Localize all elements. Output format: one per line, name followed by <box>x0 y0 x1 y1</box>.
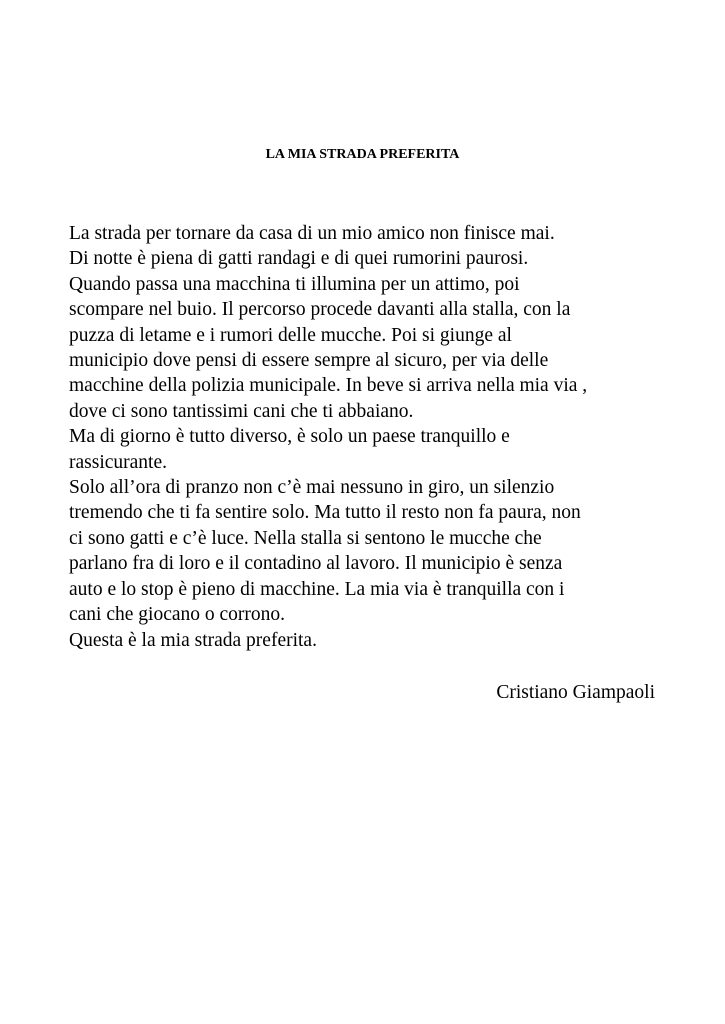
body-line: Ma di giorno è tutto diverso, è solo un paese tranquillo e <box>69 426 510 448</box>
body-line: Solo all’ora di pranzo non c’è mai nessuno in giro, un silenzio <box>69 477 555 499</box>
author-signature: Cristiano Giampaoli <box>496 682 655 703</box>
body-line: Quando passa una macchina ti illumina per un attimo, poi <box>69 273 520 295</box>
body-line: dove ci sono tantissimi cani che ti abbaiano. <box>69 400 414 422</box>
body-line: parlano fra di loro e il contadino al lavoro. Il municipio è senza <box>69 553 563 575</box>
body-line: puzza di letame e i rumori delle mucche. Poi si giunge al <box>69 324 512 346</box>
document-title: LA MIA STRADA PREFERITA <box>265 147 460 162</box>
body-line: macchine della polizia municipale. In beve si arriva nella mia via , <box>69 375 588 397</box>
body-line: Questa è la mia strada preferita. <box>69 629 317 651</box>
body-line: municipio dove pensi di essere sempre al sicuro, per via delle <box>69 350 549 372</box>
body-line: auto e lo stop è pieno di macchine. La mia via è tranquilla con i <box>69 578 565 600</box>
body-line: cani che giocano o corrono. <box>69 604 286 626</box>
body-line: ci sono gatti e c’è luce. Nella stalla si sentono le mucche che <box>69 527 542 549</box>
body-line: rassicurante. <box>69 451 167 473</box>
body-line: Di notte è piena di gatti randagi e di quei rumorini paurosi. <box>69 248 529 270</box>
document-body <box>69 221 689 653</box>
body-line: tremendo che ti fa sentire solo. Ma tutto il resto non fa paura, non <box>69 502 581 524</box>
body-line: scompare nel buio. Il percorso procede davanti alla stalla, con la <box>69 299 571 321</box>
body-line: La strada per tornare da casa di un mio amico non finisce mai. <box>69 223 555 244</box>
